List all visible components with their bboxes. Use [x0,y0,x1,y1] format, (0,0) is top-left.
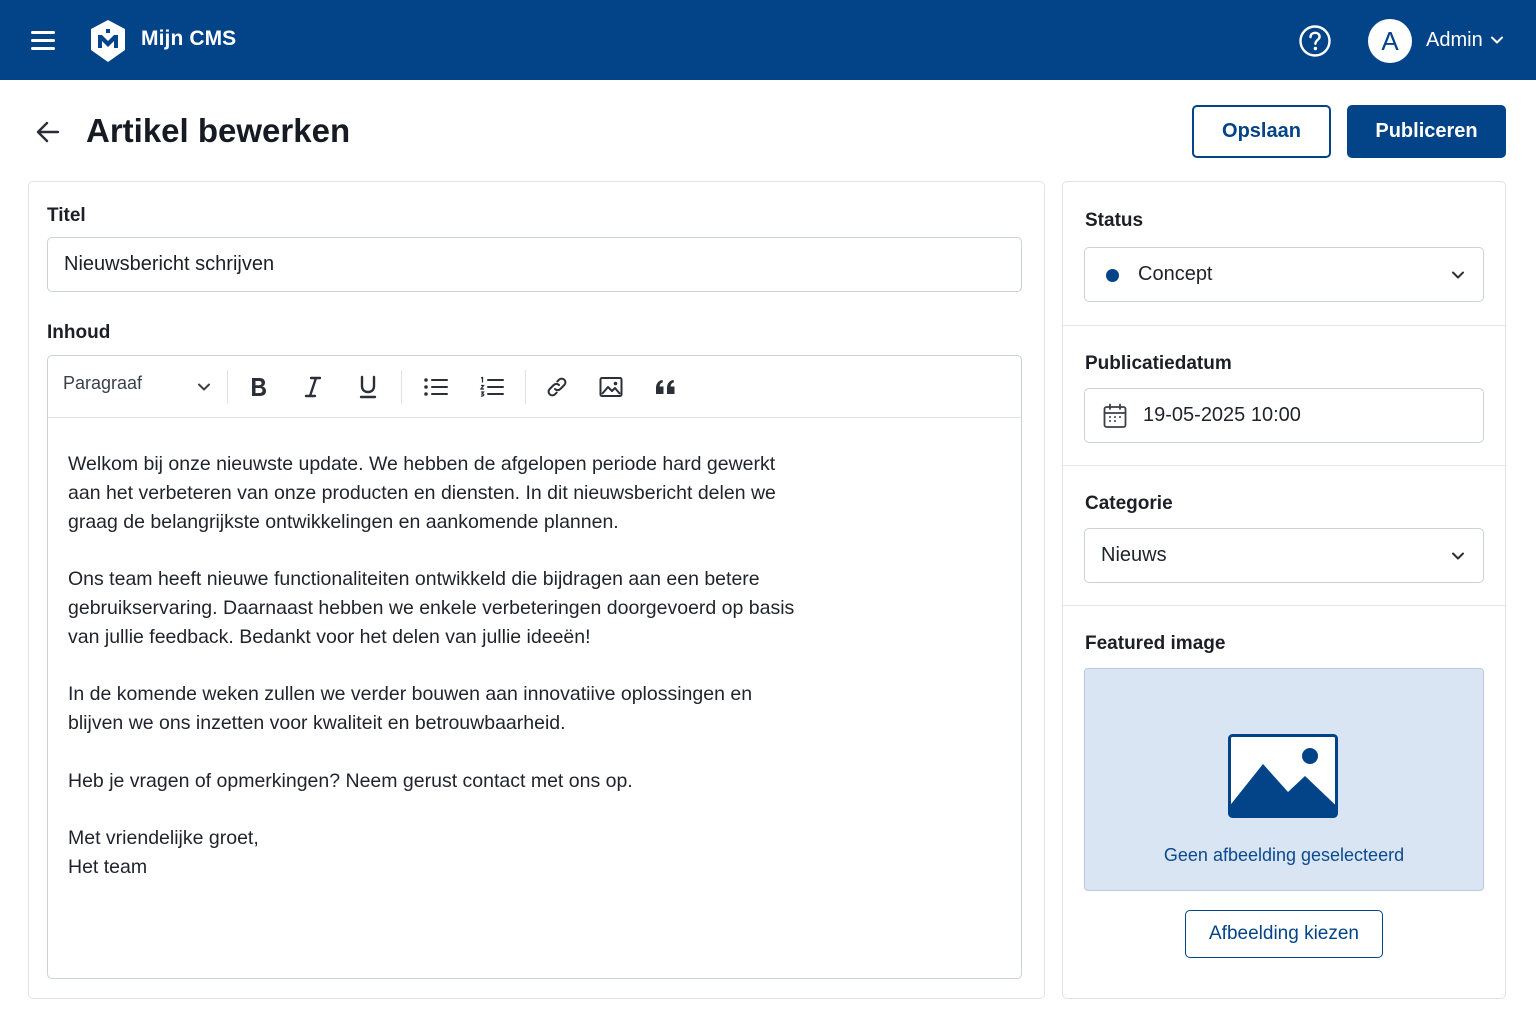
link-icon[interactable] [542,372,572,402]
editor-paragraph [68,450,968,536]
numbered-list-icon[interactable] [477,372,507,402]
editor-toolbar [48,356,1021,418]
calendar-icon [1103,403,1127,429]
editor-line: gebruikservaring. Daarnaast hebben we enkele verbeteringen doorgevoerd op basis [68,596,795,619]
editor-line: Welkom bij onze nieuwste update. We hebben de afgelopen periode hard gewerkt [68,453,776,475]
top-bar [0,0,1536,80]
section-divider [1063,605,1505,606]
publish-date-label: Publicatiedatum [1085,353,1232,374]
editor-paragraph [68,767,968,796]
publish-date-field[interactable] [1084,388,1484,443]
page-title: Artikel bewerken [86,112,351,149]
block-format-value: Paragraaf [63,373,143,393]
editor-paragraph [68,565,968,651]
user-name[interactable]: Admin [1426,29,1483,51]
editor-line: In de komende weken zullen we verder bouwen aan innovatiive oplossingen en [68,683,753,706]
chevron-down-icon[interactable] [1490,35,1504,45]
editor-line: graag de belangrijkste ontwikkelingen en aankomende plannen. [68,510,619,533]
quote-icon[interactable] [651,372,681,402]
status-label: Status [1085,210,1144,231]
editor-line: Het team [68,856,148,879]
underline-icon[interactable] [353,372,383,402]
editor-line: van jullie feedback. Bedankt voor het delen van jullie ideeën! [68,625,591,648]
save-button[interactable]: Opslaan [1192,105,1331,158]
editor-line: Met vriendelijke groet, [68,827,259,850]
toolbar-divider [227,370,228,404]
chevron-down-icon [1451,551,1465,561]
editor-line: Ons team heeft nieuwe functionaliteiten ontwikkeld die bijdragen aan een betere [68,568,760,591]
editor-line: Heb je vragen of opmerkingen? Neem gerust contact met ons op. [68,769,633,792]
bold-icon[interactable] [243,372,273,402]
toolbar-divider [525,370,526,404]
hamburger-menu-icon[interactable] [28,28,58,52]
title-input[interactable] [47,237,1022,292]
category-select[interactable] [1084,528,1484,583]
editor-content[interactable] [68,450,968,882]
editor-line: aan het verbeteren van onze producten en diensten. In dit nieuwsbericht delen we [68,481,776,504]
toolbar-divider [401,370,402,404]
title-label: Titel [47,205,86,226]
cms-logo-icon [89,19,127,63]
no-image-text: Geen afbeelding geselecteerd [1163,845,1405,865]
app-title: Mijn CMS [141,27,237,50]
chevron-down-icon [197,382,211,392]
featured-image-dropzone[interactable] [1084,668,1484,891]
content-label: Inhoud [47,322,111,343]
category-label: Categorie [1085,493,1173,514]
choose-image-button[interactable]: Afbeelding kiezen [1185,910,1383,958]
image-icon[interactable] [596,372,626,402]
status-dot [1106,269,1119,282]
status-value: Concept [1138,263,1213,285]
editor-paragraph [68,824,968,882]
image-placeholder-icon [1228,734,1338,818]
section-divider [1063,325,1505,326]
status-select[interactable] [1084,247,1484,302]
italic-icon[interactable] [298,372,328,402]
avatar[interactable]: A [1368,19,1412,63]
publish-date-value: 19-05-2025 10:00 [1143,404,1301,426]
featured-image-label: Featured image [1085,633,1226,654]
rich-text-editor[interactable] [47,355,1022,979]
arrow-left-icon[interactable] [34,118,62,146]
bulleted-list-icon[interactable] [421,372,451,402]
section-divider [1063,465,1505,466]
chevron-down-icon [1451,270,1465,280]
block-format-select[interactable] [63,373,223,401]
help-circle-icon[interactable] [1298,24,1332,58]
editor-paragraph [68,680,968,738]
publish-button[interactable]: Publiceren [1347,105,1506,158]
category-value: Nieuws [1101,544,1167,566]
editor-line: blijven we ons inzetten voor kwaliteit en betrouwbaarheid. [68,712,566,735]
